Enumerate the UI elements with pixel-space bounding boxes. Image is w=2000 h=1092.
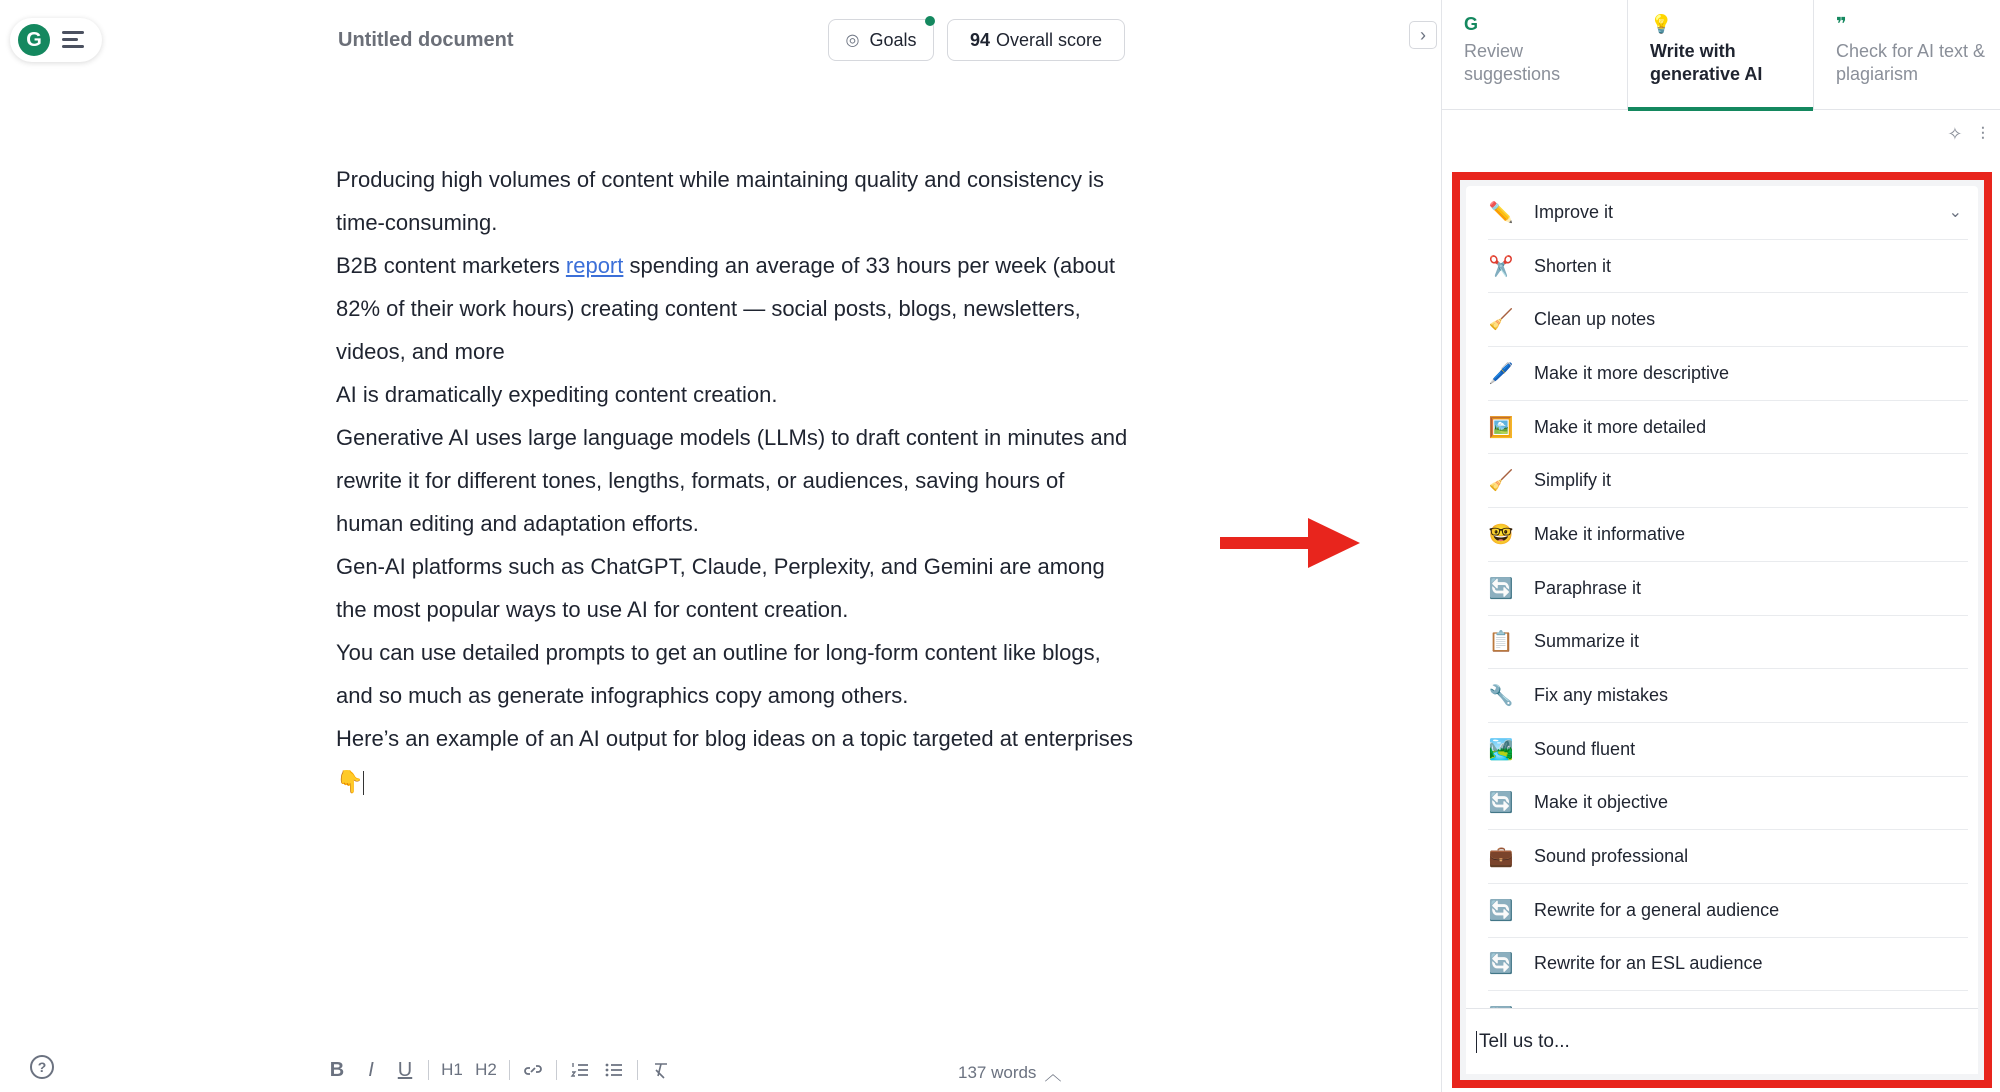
grammarly-g-icon: G <box>1464 14 1479 34</box>
paragraph-text: Here’s an example of an AI output for blog ideas on a topic targeted at enterprises <box>336 726 1133 751</box>
toolbar-divider <box>509 1060 510 1080</box>
prompt-icon: 🧹 <box>1488 309 1514 332</box>
prompt-icon: 🏞️ <box>1488 738 1514 761</box>
paragraph: Producing high volumes of content while maintaining quality and consistency is time-consuming. <box>336 167 1104 235</box>
sparkle-icon[interactable]: ✧ <box>1947 124 1963 144</box>
prompt-icon: 🔄 <box>1488 577 1514 600</box>
collapse-panel-button[interactable] <box>1409 21 1437 49</box>
prompt-icon: 🔄 <box>1488 792 1514 815</box>
grammarly-logo-icon[interactable]: G <box>18 24 50 56</box>
toolbar-divider <box>637 1060 638 1080</box>
text-cursor <box>1476 1031 1477 1053</box>
ai-prompt-item[interactable] <box>1488 240 1968 294</box>
ai-prompt-item[interactable] <box>1488 616 1968 670</box>
ai-prompts-card <box>1466 186 1978 1074</box>
h2-icon: H2 <box>475 1060 497 1079</box>
italic-icon: I <box>368 1058 374 1081</box>
paragraph-text: spending an average of 33 hours per week (about 82% of their work hours) creating content — social posts, blogs, newsletters, videos, and more <box>336 253 1116 364</box>
toolbar-divider <box>428 1060 429 1080</box>
report-link[interactable]: report <box>565 253 624 278</box>
h1-icon: H1 <box>441 1060 463 1079</box>
paragraph: You can use detailed prompts to get an outline for long-form content like blogs, and so much as generate infographics copy among others. <box>336 640 1101 708</box>
ordered-list-icon <box>570 1060 590 1080</box>
chevron-right-icon: › <box>1420 24 1426 45</box>
overall-score-button[interactable] <box>947 19 1125 61</box>
score-value: 94 <box>969 29 990 50</box>
bold-icon: B <box>329 1058 345 1081</box>
bulb-icon: 💡 <box>1650 14 1673 34</box>
menu-icon[interactable] <box>60 28 88 52</box>
paragraph: Gen-AI platforms such as ChatGPT, Claude, Perplexity, and Gemini are among the most popular ways to use AI for content creation. <box>336 554 1105 622</box>
link-button[interactable] <box>516 1055 550 1085</box>
heading1-button[interactable] <box>435 1055 469 1085</box>
prompt-label: Rewrite for a general audience <box>1534 899 1780 920</box>
prompt-icon: 🖼️ <box>1488 416 1514 439</box>
ai-prompt-list[interactable] <box>1466 186 1978 1006</box>
chevron-down-icon[interactable]: ⌄ <box>1948 204 1962 222</box>
prompt-icon: ✏️ <box>1488 201 1514 224</box>
prompt-label: Shorten it <box>1534 255 1612 276</box>
word-count-button[interactable] <box>958 1060 1061 1085</box>
app-brand[interactable] <box>10 18 102 62</box>
prompt-label: Make it objective <box>1534 792 1669 813</box>
score-label: Overall score <box>996 29 1103 50</box>
prompt-icon: 🤓 <box>1488 523 1514 546</box>
prompt-icon: 🖊️ <box>1488 362 1514 385</box>
toolbar-divider <box>556 1060 557 1080</box>
tab-label: Check for AI text & plagiarism <box>1836 41 1986 84</box>
ai-prompt-item[interactable] <box>1488 347 1968 401</box>
prompt-label: Make it more descriptive <box>1534 362 1730 383</box>
link-icon <box>523 1060 543 1080</box>
assistant-panel <box>1441 0 1999 1092</box>
ai-prompt-item[interactable] <box>1488 401 1968 455</box>
text-cursor <box>363 771 364 795</box>
document-editor[interactable] <box>336 158 1136 803</box>
bold-button[interactable] <box>320 1055 354 1085</box>
prompt-label: Make it more detailed <box>1534 416 1707 437</box>
prompt-icon: 📋 <box>1488 631 1514 654</box>
help-icon[interactable]: ? <box>30 1055 54 1079</box>
goals-label: Goals <box>869 29 917 50</box>
prompt-icon: 🔧 <box>1488 685 1514 708</box>
underline-button[interactable] <box>388 1055 422 1085</box>
paragraph: Generative AI uses large language models (LLMs) to draft content in minutes and rewrite it for different tones, lengths, formats, or audiences, saving hours of human editing and adaptation efforts. <box>336 425 1128 536</box>
tab-label: Review suggestions <box>1464 41 1561 84</box>
prompt-icon: 🔄 <box>1488 899 1514 922</box>
prompt-label: Paraphrase it <box>1534 577 1642 598</box>
panel-tabs <box>1442 0 2000 110</box>
paragraph: AI is dramatically expediting content creation. <box>336 382 778 407</box>
ai-prompt-item[interactable] <box>1488 186 1968 240</box>
prompt-label: Summarize it <box>1534 631 1640 652</box>
bullet-list-icon <box>604 1060 624 1080</box>
clear-format-icon <box>651 1060 671 1080</box>
voice-icon[interactable]: ⫶ <box>1980 124 1985 144</box>
prompt-label: Clean up notes <box>1534 309 1656 330</box>
chevron-up-icon: ︿ <box>1044 1065 1062 1084</box>
prompt-label: Fix any mistakes <box>1534 685 1669 706</box>
bullet-list-button[interactable] <box>597 1055 631 1085</box>
italic-button[interactable] <box>354 1055 388 1085</box>
prompt-label: Rewrite for an ESL audience <box>1534 953 1763 974</box>
paragraph <box>336 717 1136 803</box>
ordered-list-button[interactable] <box>563 1055 597 1085</box>
heading2-button[interactable] <box>469 1055 503 1085</box>
pointing-down-emoji: 👇 <box>336 769 364 794</box>
prompt-label: Improve it <box>1534 201 1614 222</box>
notification-dot <box>925 16 935 26</box>
target-icon: ◎ <box>845 32 860 49</box>
tab-write-generative-ai[interactable] <box>1628 0 1814 110</box>
word-count: 137 words <box>958 1062 1037 1082</box>
prompt-label: Make it informative <box>1534 523 1686 544</box>
prompt-label: Simplify it <box>1534 470 1612 491</box>
clear-format-button[interactable] <box>644 1055 678 1085</box>
prompt-icon: 💼 <box>1488 846 1514 869</box>
quote-icon: ❞ <box>1836 14 1847 34</box>
panel-tools <box>1947 124 1985 145</box>
paragraph <box>336 244 1136 373</box>
ai-prompt-item[interactable] <box>1488 454 1968 508</box>
ai-prompt-item[interactable] <box>1488 293 1968 347</box>
ai-prompt-item[interactable] <box>1488 723 1968 777</box>
prompt-input-bar <box>1466 1008 1978 1074</box>
annotation-arrow <box>1220 518 1360 568</box>
ai-prompt-item[interactable] <box>1488 777 1968 831</box>
tab-check-ai-plagiarism[interactable] <box>1814 0 2000 110</box>
prompt-icon: ✂️ <box>1488 255 1514 278</box>
prompt-label: Sound fluent <box>1534 738 1636 759</box>
prompt-label: Sound professional <box>1534 846 1689 867</box>
tab-review-suggestions[interactable] <box>1442 0 1628 110</box>
tab-label: Write with generative AI <box>1650 41 1763 84</box>
prompt-icon: 🔄 <box>1488 953 1514 976</box>
ai-prompts-highlight <box>1452 172 1992 1088</box>
ai-prompt-item[interactable] <box>1488 884 1968 938</box>
ai-prompt-item[interactable] <box>1488 830 1968 884</box>
ai-prompt-item[interactable] <box>1488 508 1968 562</box>
ai-prompt-item[interactable] <box>1488 562 1968 616</box>
underline-icon: U <box>397 1058 413 1081</box>
paragraph-text: B2B content marketers <box>336 253 566 278</box>
ai-prompt-item[interactable] <box>1488 669 1968 723</box>
document-title[interactable]: Untitled document <box>338 29 514 51</box>
goals-button[interactable] <box>828 19 934 61</box>
format-toolbar <box>320 1055 678 1085</box>
prompt-input[interactable] <box>1479 1031 1978 1053</box>
prompt-icon: 🧹 <box>1488 470 1514 493</box>
ai-prompt-item[interactable] <box>1488 938 1968 992</box>
